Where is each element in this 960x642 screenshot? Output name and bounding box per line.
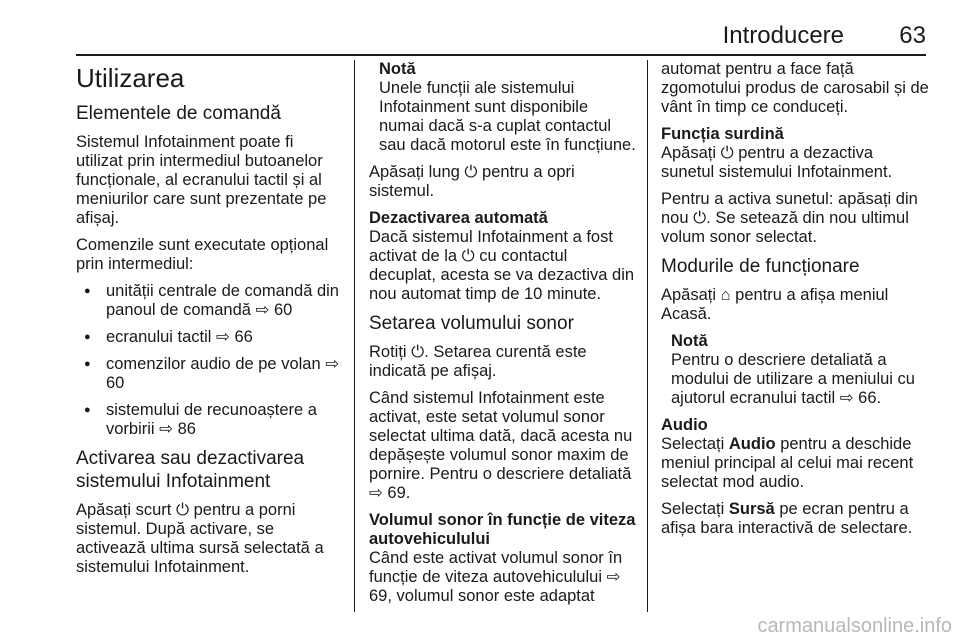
bullet-list bbox=[76, 282, 344, 439]
text-span: Selectați bbox=[661, 500, 729, 518]
paragraph: automat pentru a face față zgomotului produs de carosabil și de vânt în timp ce conduceți. bbox=[661, 60, 929, 116]
subheading-speed-volume: Volumul sonor în funcție de viteza autovehiculului bbox=[369, 511, 636, 548]
column-2 bbox=[369, 60, 637, 614]
column-divider-2 bbox=[647, 60, 648, 612]
note-title: Notă bbox=[379, 60, 416, 78]
section-title: Introducere bbox=[722, 22, 844, 49]
subheading-auto-off: Dezactivarea automată bbox=[369, 209, 548, 227]
paragraph: Când sistemul Infotainment este activat, este setat volumul sonor selectat ultima dată, dacă acesta nu depășește volumul sonor maxim de pornire. Pentru o descriere detaliată ⇨ 69. bbox=[369, 389, 633, 502]
list-item: ● unității centrale de comandă din panoul de comandă ⇨ 60 bbox=[76, 282, 344, 320]
watermark: carmanualsonline.info bbox=[757, 615, 952, 637]
text-span: pentru a deschide meniul principal al celui mai recent selectat mod audio. bbox=[661, 435, 914, 491]
page-number: 63 bbox=[899, 22, 926, 49]
chapter-heading: Utilizarea bbox=[76, 63, 185, 93]
paragraph: Dacă sistemul Infotainment a fost activat de la ⏻ cu contactul decuplat, acesta se va dezactiva din nou automat timp de 10 minute. bbox=[369, 228, 635, 303]
list-item: ● sistemului de recunoaștere a vorbirii ⇨ 86 bbox=[76, 401, 344, 439]
list-item: ● comenzilor audio de pe volan ⇨ 60 bbox=[76, 355, 344, 393]
list-item: ● ecranului tactil ⇨ 66 bbox=[76, 328, 344, 347]
paragraph: Apăsați lung ⏻ pentru a opri sistemul. bbox=[369, 163, 575, 200]
subheading-mute: Funcția surdină bbox=[661, 125, 784, 143]
subheading-controls: Elementele de comandă bbox=[76, 103, 281, 124]
text-span: pe ecran pentru a afișa bara interactivă de selectare. bbox=[661, 500, 913, 537]
note-box bbox=[661, 332, 929, 408]
column-1 bbox=[76, 60, 344, 585]
note-text: Pentru o descriere detaliată a modului de utilizare a meniului cu ajutorul ecranului tactil ⇨ 66. bbox=[671, 351, 915, 407]
paragraph: Rotiți ⏻. Setarea curentă este indicată pe afișaj. bbox=[369, 343, 587, 380]
paragraph: Când este activat volumul sonor în funcție de viteza autovehiculului ⇨ 69, volumul sonor este adaptat bbox=[369, 549, 623, 605]
header-rule bbox=[76, 54, 926, 56]
paragraph: Apăsați ⏻ pentru a dezactiva sunetul sistemului Infotainment. bbox=[661, 144, 893, 181]
text-span: Selectați bbox=[661, 435, 729, 453]
paragraph: Apăsați ⌂ pentru a afișa meniul Acasă. bbox=[661, 286, 889, 323]
paragraph: Pentru a activa sunetul: apăsați din nou ⏻. Se setează din nou ultimul volum sonor selectat. bbox=[661, 190, 918, 246]
audio-label: Audio bbox=[728, 435, 776, 453]
paragraph: Sistemul Infotainment poate fi utilizat prin intermediul butoanelor funcționale, al ecranului tactil și al meniurilor care sunt prezentate pe afișaj. bbox=[76, 133, 327, 227]
subheading-modes: Modurile de funcționare bbox=[661, 256, 860, 277]
paragraph bbox=[661, 500, 929, 538]
column-3 bbox=[661, 60, 929, 546]
note-text: Unele funcții ale sistemului Infotainment sunt disponibile numai dacă s-a cuplat contactul sau dacă motorul este în funcțiune. bbox=[379, 79, 636, 154]
source-label: Sursă bbox=[728, 500, 775, 518]
column-divider-1 bbox=[354, 60, 355, 612]
subheading-power: Activarea sau dezactivarea sistemului Infotainment bbox=[76, 448, 305, 492]
paragraph: Comenzile sunt executate opțional prin intermediul: bbox=[76, 236, 329, 273]
note-box bbox=[369, 60, 637, 155]
note-title: Notă bbox=[671, 332, 708, 350]
page-header bbox=[76, 22, 926, 52]
subheading-volume: Setarea volumului sonor bbox=[369, 313, 574, 334]
paragraph: Apăsați scurt ⏻ pentru a porni sistemul. După activare, se activează ultima sursă selectată a sistemului Infotainment. bbox=[76, 501, 324, 576]
subheading-audio: Audio bbox=[661, 416, 708, 434]
paragraph bbox=[661, 435, 929, 492]
